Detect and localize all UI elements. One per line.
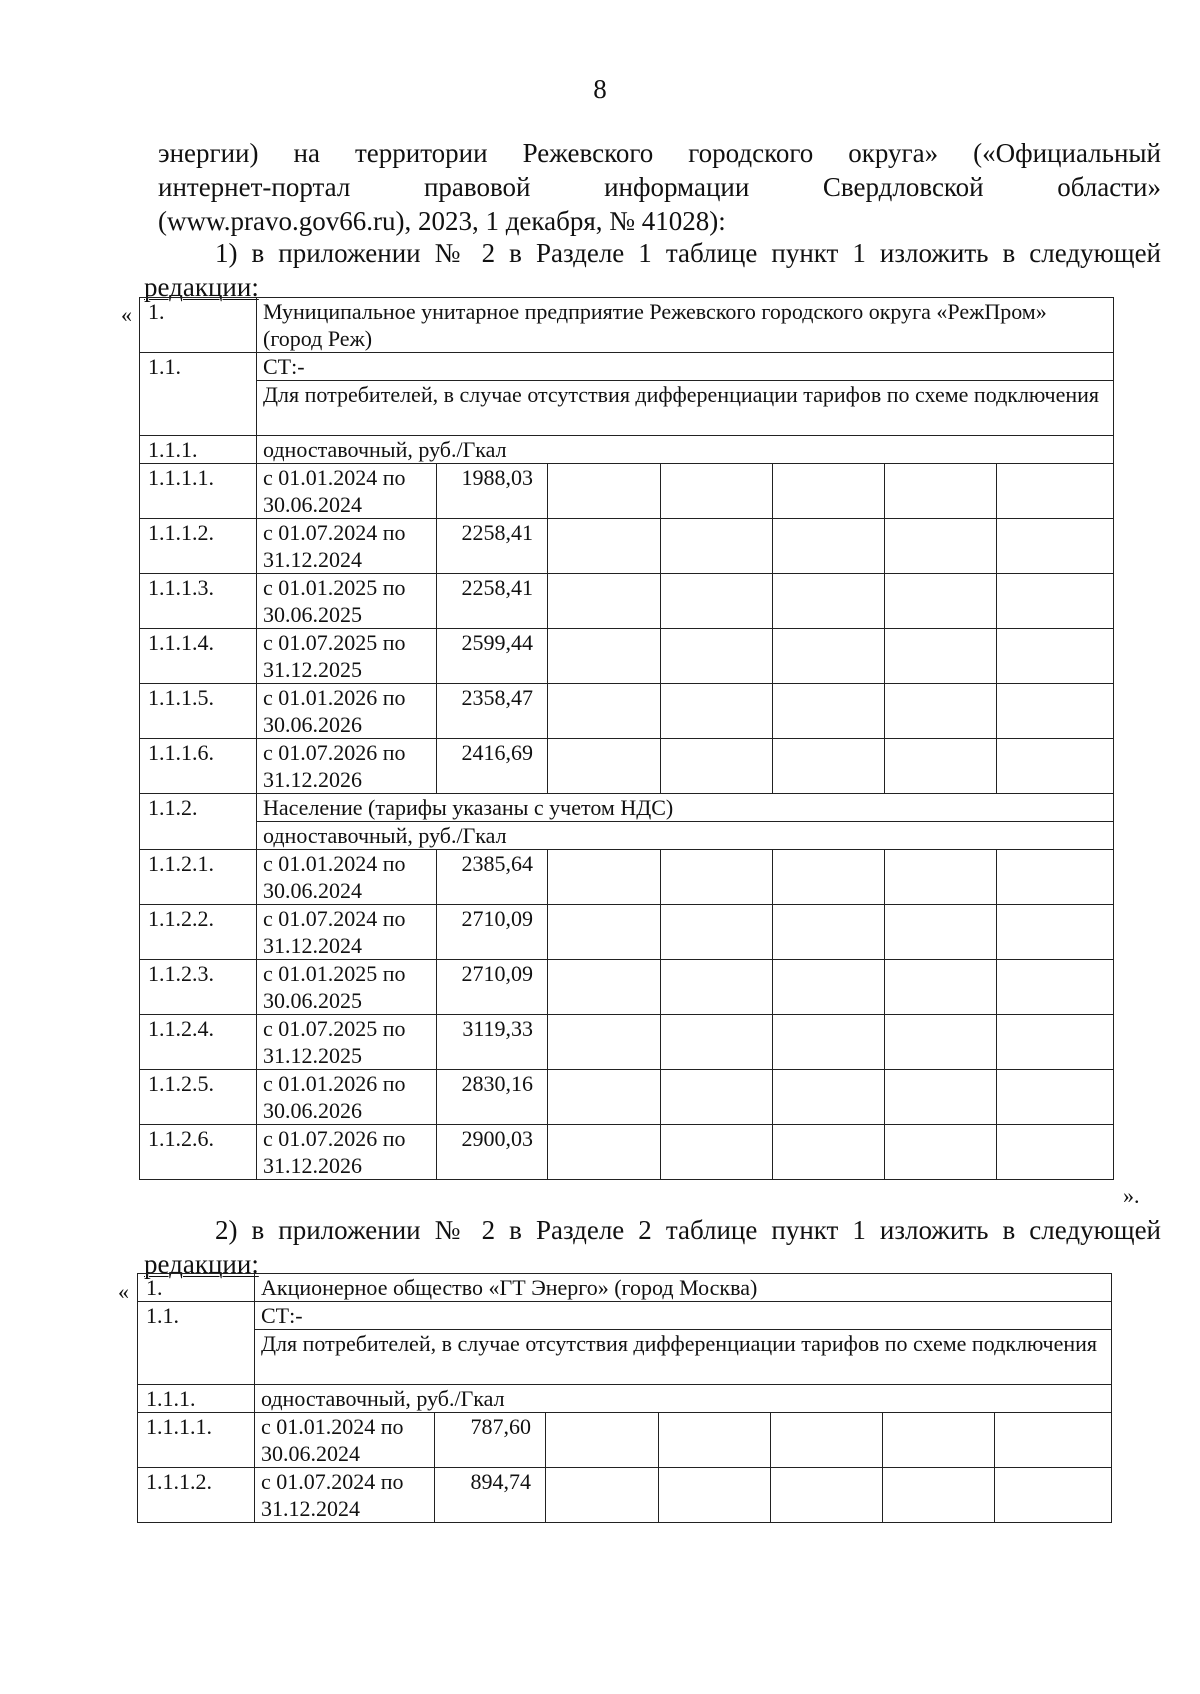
empty-cell — [661, 519, 773, 574]
empty-cell — [548, 464, 661, 519]
table-row — [138, 1468, 1112, 1523]
empty-cell — [548, 739, 661, 794]
empty-cell — [997, 684, 1114, 739]
single-rate-label: одноставочный, руб./Гкал — [255, 1385, 1112, 1413]
single-rate-number: 1.1.1. — [140, 436, 257, 464]
row-period: с 01.01.2025 по 30.06.2025 — [257, 960, 437, 1015]
row-value: 2710,09 — [437, 905, 548, 960]
empty-cell — [997, 629, 1114, 684]
org-number: 1. — [140, 298, 257, 353]
empty-cell — [548, 1070, 661, 1125]
empty-cell — [885, 1070, 997, 1125]
point-2-line-2: редакции: — [144, 1249, 259, 1279]
empty-cell — [773, 519, 885, 574]
empty-cell — [997, 1125, 1114, 1180]
st-number: 1.1. — [140, 353, 257, 436]
empty-cell — [771, 1413, 883, 1468]
tariff-table-rezhprom — [139, 297, 1114, 1180]
single-rate-row — [140, 436, 1114, 464]
row-number: 1.1.2.1. — [140, 850, 257, 905]
row-period: с 01.01.2025 по 30.06.2025 — [257, 574, 437, 629]
empty-cell — [773, 464, 885, 519]
row-period: с 01.01.2026 по 30.06.2026 — [257, 684, 437, 739]
row-period: с 01.07.2025 по 31.12.2025 — [257, 629, 437, 684]
empty-cell — [997, 960, 1114, 1015]
row-value: 2599,44 — [437, 629, 548, 684]
empty-cell — [548, 905, 661, 960]
row-number: 1.1.1.5. — [140, 684, 257, 739]
table-row — [140, 1125, 1114, 1180]
empty-cell — [885, 739, 997, 794]
empty-cell — [661, 574, 773, 629]
empty-cell — [661, 905, 773, 960]
empty-cell — [661, 739, 773, 794]
st-label: СТ:- — [255, 1302, 1112, 1330]
empty-cell — [771, 1468, 883, 1523]
empty-cell — [548, 574, 661, 629]
row-number: 1.1.2.2. — [140, 905, 257, 960]
st-row — [140, 353, 1114, 381]
empty-cell — [885, 1015, 997, 1070]
row-period: с 01.01.2024 по 30.06.2024 — [257, 850, 437, 905]
empty-cell — [997, 1070, 1114, 1125]
row-period: с 01.07.2024 по 31.12.2024 — [257, 519, 437, 574]
empty-cell — [546, 1468, 659, 1523]
row-value: 3119,33 — [437, 1015, 548, 1070]
table-row — [140, 1070, 1114, 1125]
row-period: с 01.01.2026 по 30.06.2026 — [257, 1070, 437, 1125]
st-label: СТ:- — [257, 353, 1114, 381]
table-row — [140, 739, 1114, 794]
row-period: с 01.07.2026 по 31.12.2026 — [257, 739, 437, 794]
empty-cell — [885, 574, 997, 629]
empty-cell — [883, 1413, 995, 1468]
row-value: 2900,03 — [437, 1125, 548, 1180]
intro-line-2: интернет-портал правовой информации Свердловской области» — [158, 172, 1161, 202]
quote-close-1: ». — [1123, 1183, 1140, 1208]
table-row — [140, 960, 1114, 1015]
single-rate-label: одноставочный, руб./Гкал — [257, 436, 1114, 464]
empty-cell — [661, 629, 773, 684]
empty-cell — [773, 850, 885, 905]
empty-cell — [885, 519, 997, 574]
row-number: 1.1.1.6. — [140, 739, 257, 794]
empty-cell — [548, 629, 661, 684]
row-value: 787,60 — [435, 1413, 546, 1468]
empty-cell — [997, 519, 1114, 574]
table-row — [140, 684, 1114, 739]
row-value: 894,74 — [435, 1468, 546, 1523]
empty-cell — [997, 574, 1114, 629]
population-single-rate-row — [140, 822, 1114, 850]
empty-cell — [548, 960, 661, 1015]
single-rate-number: 1.1.1. — [138, 1385, 255, 1413]
single-rate-row — [138, 1385, 1112, 1413]
table-row — [140, 464, 1114, 519]
row-number: 1.1.1.4. — [140, 629, 257, 684]
empty-cell — [661, 1015, 773, 1070]
table-row — [140, 1015, 1114, 1070]
st-row — [138, 1302, 1112, 1330]
row-number: 1.1.1.1. — [138, 1413, 255, 1468]
empty-cell — [885, 684, 997, 739]
row-number: 1.1.1.3. — [140, 574, 257, 629]
empty-cell — [548, 684, 661, 739]
empty-cell — [661, 464, 773, 519]
row-value: 2358,47 — [437, 684, 548, 739]
empty-cell — [661, 684, 773, 739]
st-number: 1.1. — [138, 1302, 255, 1385]
empty-cell — [997, 905, 1114, 960]
row-value: 2830,16 — [437, 1070, 548, 1125]
point-2 — [144, 1213, 1161, 1281]
org-row — [140, 298, 1114, 353]
empty-cell — [773, 905, 885, 960]
empty-cell — [773, 1070, 885, 1125]
empty-cell — [997, 739, 1114, 794]
empty-cell — [548, 519, 661, 574]
consumers-row — [140, 381, 1114, 436]
row-value: 2710,09 — [437, 960, 548, 1015]
empty-cell — [773, 574, 885, 629]
table-row — [140, 519, 1114, 574]
empty-cell — [883, 1468, 995, 1523]
table-row — [140, 629, 1114, 684]
empty-cell — [548, 850, 661, 905]
row-period: с 01.07.2026 по 31.12.2026 — [257, 1125, 437, 1180]
row-number: 1.1.1.2. — [138, 1468, 255, 1523]
empty-cell — [661, 960, 773, 1015]
empty-cell — [546, 1413, 659, 1468]
row-value: 2416,69 — [437, 739, 548, 794]
intro-line-3: (www.pravo.gov66.ru), 2023, 1 декабря, № 41028): — [158, 206, 726, 236]
point-2-line-1: 2) в приложении № 2 в Разделе 2 таблице пункт 1 изложить в следующей — [215, 1215, 1161, 1245]
row-number: 1.1.2.3. — [140, 960, 257, 1015]
table-row — [140, 850, 1114, 905]
org-row — [138, 1274, 1112, 1302]
point-1 — [144, 236, 1161, 304]
empty-cell — [548, 1125, 661, 1180]
point-1-line-1: 1) в приложении № 2 в Разделе 1 таблице пункт 1 изложить в следующей — [215, 238, 1161, 268]
page-number: 8 — [593, 74, 607, 104]
empty-cell — [661, 1070, 773, 1125]
empty-cell — [997, 464, 1114, 519]
empty-cell — [773, 960, 885, 1015]
empty-cell — [995, 1413, 1112, 1468]
empty-cell — [773, 739, 885, 794]
row-number: 1.1.2.4. — [140, 1015, 257, 1070]
empty-cell — [659, 1468, 771, 1523]
row-value: 2258,41 — [437, 519, 548, 574]
population-row — [140, 794, 1114, 822]
empty-cell — [997, 850, 1114, 905]
tariff-table-gt-energo — [137, 1273, 1112, 1523]
intro-line-1: энергии) на территории Режевского городского округа» («Официальный — [158, 138, 1161, 168]
quote-open-2: « — [118, 1279, 129, 1304]
row-number: 1.1.1.2. — [140, 519, 257, 574]
row-number: 1.1.1.1. — [140, 464, 257, 519]
consumers-label: Для потребителей, в случае отсутствия дифференциации тарифов по схеме подключения — [255, 1330, 1112, 1385]
table-row — [140, 905, 1114, 960]
table-row — [138, 1413, 1112, 1468]
empty-cell — [773, 1015, 885, 1070]
population-label: Население (тарифы указаны с учетом НДС) — [257, 794, 1114, 822]
consumers-row — [138, 1330, 1112, 1385]
empty-cell — [997, 1015, 1114, 1070]
row-period: с 01.01.2024 по 30.06.2024 — [257, 464, 437, 519]
intro-paragraph — [158, 136, 1161, 238]
population-number: 1.1.2. — [140, 794, 257, 850]
empty-cell — [661, 850, 773, 905]
empty-cell — [885, 850, 997, 905]
empty-cell — [885, 905, 997, 960]
quote-open-1: « — [121, 302, 132, 327]
population-single-rate-label: одноставочный, руб./Гкал — [257, 822, 1114, 850]
point-1-line-2: редакции: — [144, 272, 259, 302]
empty-cell — [773, 1125, 885, 1180]
row-value: 2385,64 — [437, 850, 548, 905]
row-number: 1.1.2.5. — [140, 1070, 257, 1125]
empty-cell — [773, 629, 885, 684]
row-period: с 01.01.2024 по 30.06.2024 — [255, 1413, 435, 1468]
row-value: 2258,41 — [437, 574, 548, 629]
empty-cell — [659, 1413, 771, 1468]
table-row — [140, 574, 1114, 629]
empty-cell — [661, 1125, 773, 1180]
empty-cell — [885, 960, 997, 1015]
empty-cell — [885, 464, 997, 519]
org-name: Акционерное общество «ГТ Энерго» (город Москва) — [255, 1274, 1112, 1302]
row-period: с 01.07.2024 по 31.12.2024 — [257, 905, 437, 960]
row-period: с 01.07.2025 по 31.12.2025 — [257, 1015, 437, 1070]
row-value: 1988,03 — [437, 464, 548, 519]
org-number: 1. — [138, 1274, 255, 1302]
empty-cell — [548, 1015, 661, 1070]
org-name: Муниципальное унитарное предприятие Режевского городского округа «РежПром» (город Реж) — [257, 298, 1114, 353]
empty-cell — [773, 684, 885, 739]
empty-cell — [885, 629, 997, 684]
row-number: 1.1.2.6. — [140, 1125, 257, 1180]
empty-cell — [995, 1468, 1112, 1523]
row-period: с 01.07.2024 по 31.12.2024 — [255, 1468, 435, 1523]
empty-cell — [885, 1125, 997, 1180]
consumers-label: Для потребителей, в случае отсутствия дифференциации тарифов по схеме подключения — [257, 381, 1114, 436]
